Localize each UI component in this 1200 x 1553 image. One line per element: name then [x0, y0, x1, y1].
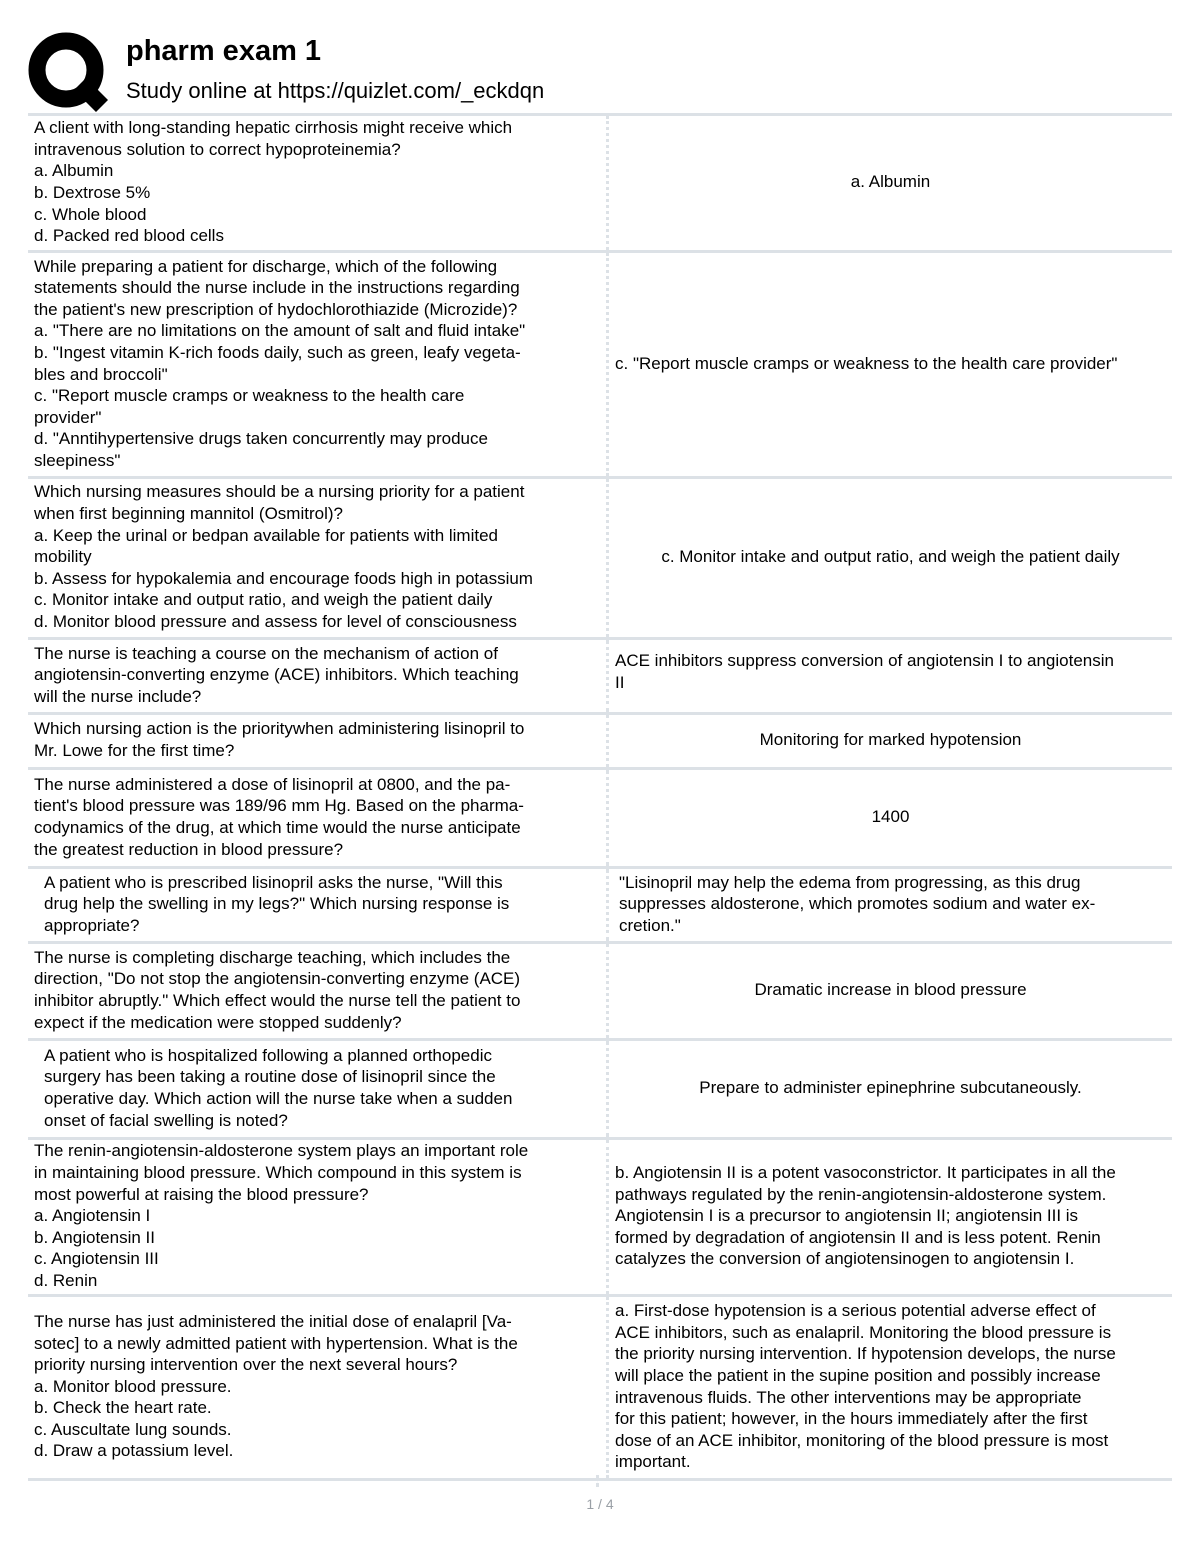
flashcard-term: A patient who is hospitalized following a planned orthopedic surgery has been taking a routine dose of lisinopril since the operative day. Which action will the nurse take when a sudden onset of facial swelling is noted?	[28, 1041, 609, 1137]
flashcard-definition: "Lisinopril may help the edema from progressing, as this drug suppresses aldosterone, which promotes sodium and water ex- cretion."	[619, 872, 1096, 935]
flashcard-definition: a. First-dose hypotension is a serious potential adverse effect of ACE inhibitors, such as enalapril. Monitoring the blood pressure is the priority nursing intervention. If hypotension develops, the nurse will place the patient in the supine position and possibly increase intravenous fluids. The other interventions may be appropriate for this patient; however, in the hours immediately after the first dose of an ACE inhibitor, monitoring of the blood pressure is most important.	[615, 1301, 1116, 1472]
flashcard-term: While preparing a patient for discharge, which of the following statements should the nurse include in the instructions regarding the patient's new prescription of hydochlorothiazide (Microzide)? a. "There are no limitations on the amount of salt and fluid intake" b. "Ingest vitamin K-rich foods daily, such as green, leafy vegeta- bles and broccoli" c. "Report muscle cramps or weakness to the health care provider" d. "Anntihypertensive drugs taken concurrently may produce sleepiness"	[28, 253, 609, 476]
flashcard-term: A client with long-standing hepatic cirrhosis might receive which intravenous solution to correct hypoproteinemia? a. Albumin b. Dextrose 5% c. Whole blood d. Packed red blood cells	[28, 116, 609, 250]
flashcard-definition: b. Angiotensin II is a potent vasoconstrictor. It participates in all the pathways regulated by the renin-angiotensin-aldosterone system. Angiotensin I is a precursor to angiotensin II; angiotensin III is formed by degradation of angiotensin II and is less potent. Renin catalyzes the conversion of angiotensinogen to angiotensin I.	[615, 1163, 1116, 1269]
flashcard-term: Which nursing measures should be a nursing priority for a patient when first beginning mannitol (Osmitrol)? a. Keep the urinal or bedpan available for patients with limited mobility b. Assess for hypokalemia and encourage foods high in potassium c. Monitor intake and output ratio, and weigh the patient daily d. Monitor blood pressure and assess for level of consciousness	[28, 479, 609, 637]
flashcard-row	[28, 479, 1172, 640]
flashcard-term: The renin-angiotensin-aldosterone system plays an important role in maintaining blood pressure. Which compound in this system is most powerful at raising the blood pressure? a. Angiotensin I b. Angiotensin II c. Angiotensin III d. Renin	[28, 1140, 609, 1294]
page-number: 1 / 4	[586, 1496, 614, 1512]
flashcard-row	[28, 944, 1172, 1041]
flashcard-row	[28, 1041, 1172, 1140]
flashcard-definition: Dramatic increase in blood pressure	[754, 980, 1027, 1000]
page-title: pharm exam 1	[126, 35, 322, 67]
flashcard-definition: Monitoring for marked hypotension	[759, 730, 1022, 750]
page-subtitle: Study online at https://quizlet.com/_eckdqn	[126, 78, 545, 103]
flashcard-definition: Prepare to administer epinephrine subcutaneously.	[699, 1078, 1082, 1098]
flashcard-row	[28, 640, 1172, 715]
column-divider-tail	[596, 1475, 599, 1487]
flashcard-definition: c. Monitor intake and output ratio, and weigh the patient daily	[661, 547, 1120, 567]
flashcard-term: The nurse is completing discharge teaching, which includes the direction, "Do not stop the angiotensin-converting enzyme (ACE) inhibitor abruptly." Which effect would the nurse tell the patient to expect if the medication were stopped suddenly?	[28, 944, 609, 1038]
flashcard-definition: a. Albumin	[850, 172, 931, 192]
flashcard-term: A patient who is prescribed lisinopril asks the nurse, "Will this drug help the swelling in my legs?" Which nursing response is appropriate?	[28, 869, 609, 941]
flashcard-term: The nurse is teaching a course on the mechanism of action of angiotensin-converting enzyme (ACE) inhibitors. Which teaching will the nurse include?	[28, 640, 609, 712]
flashcard-term: Which nursing action is the prioritywhen administering lisinopril to Mr. Lowe for the first time?	[28, 715, 609, 767]
flashcard-row	[28, 1140, 1172, 1297]
page-header	[28, 28, 1172, 112]
flashcard-term: The nurse has just administered the initial dose of enalapril [Va- sotec] to a newly admitted patient with hypertension. What is the priority nursing intervention over the next several hours? a. Monitor blood pressure. b. Check the heart rate. c. Auscultate lung sounds. d. Draw a potassium level.	[28, 1297, 609, 1478]
flashcard-definition: c. "Report muscle cramps or weakness to the health care provider"	[615, 353, 1118, 373]
flashcard-row	[28, 116, 1172, 253]
flashcard-list	[28, 116, 1172, 1481]
flashcard-row	[28, 1297, 1172, 1481]
flashcard-row	[28, 253, 1172, 479]
flashcard-row	[28, 715, 1172, 770]
quizlet-logo-icon	[28, 32, 108, 112]
flashcard-term: The nurse administered a dose of lisinopril at 0800, and the pa- tient's blood pressure was 189/96 mm Hg. Based on the pharma- codynamics of the drug, at which time would the nurse anticipate the greatest reduction in blood pressure?	[28, 770, 609, 866]
flashcard-row	[28, 770, 1172, 869]
flashcard-definition: ACE inhibitors suppress conversion of angiotensin I to angiotensin II	[615, 651, 1114, 692]
flashcard-definition: 1400	[871, 807, 910, 827]
flashcard-row	[28, 869, 1172, 944]
